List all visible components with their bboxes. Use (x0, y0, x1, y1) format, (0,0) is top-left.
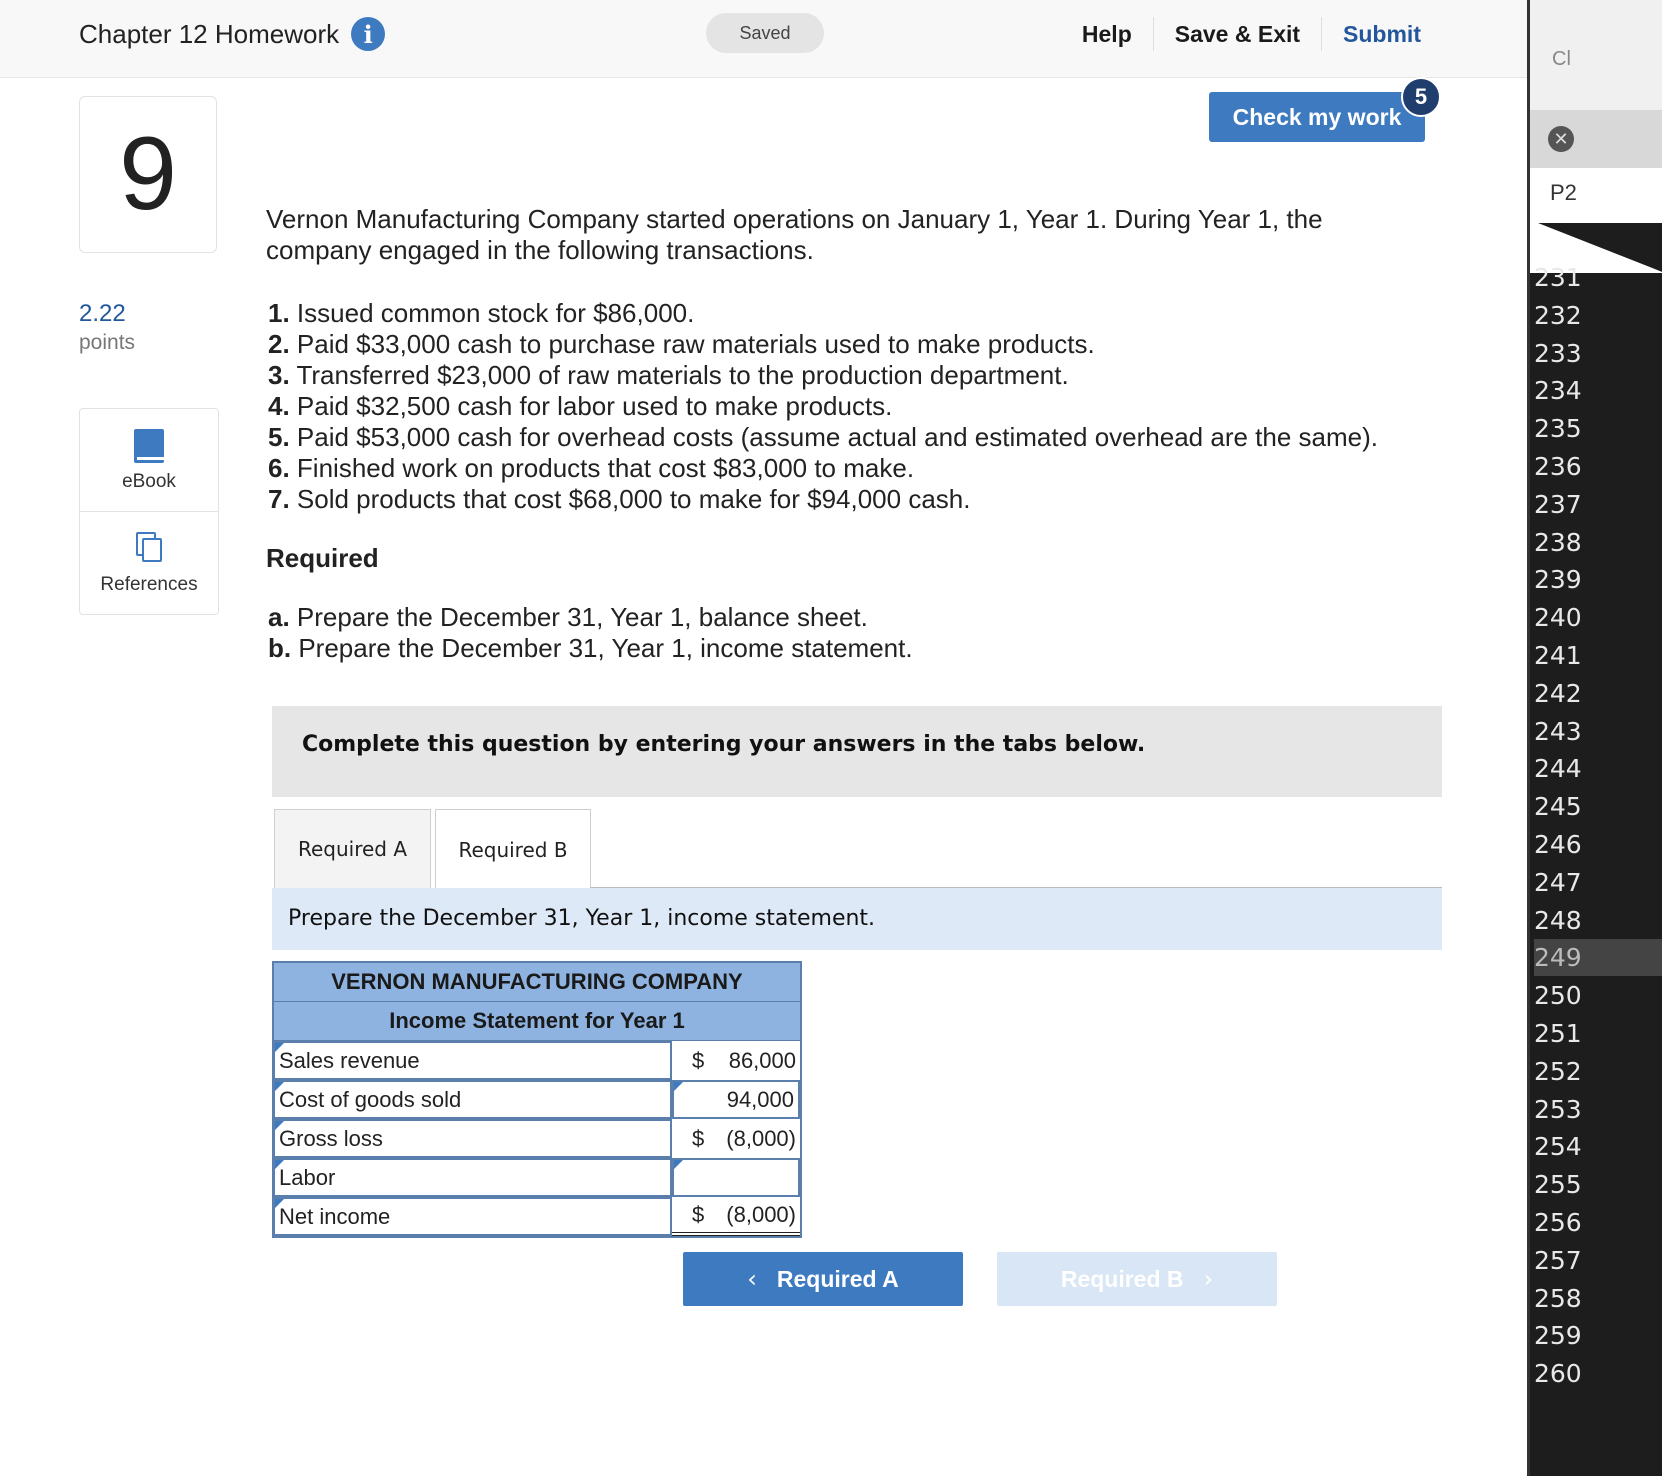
currency-symbol: $ (692, 1125, 705, 1151)
instruction-text: Complete this question by entering your answers in the tabs below. (302, 732, 1146, 757)
submit-link[interactable]: Submit (1321, 17, 1617, 51)
list-item (268, 360, 1378, 391)
line-number: 256 (1534, 1208, 1582, 1237)
line-number: 247 (1534, 867, 1582, 897)
line-number: 235 (1534, 414, 1582, 444)
check-attempts-badge: 5 (1401, 77, 1441, 117)
row-amount (672, 1119, 800, 1158)
chevron-left-icon: ‹ (747, 1265, 757, 1293)
amount-value: (8,000) (726, 1125, 796, 1151)
table-row (274, 1158, 800, 1197)
item-text: Paid $33,000 cash to purchase raw materials used to make products. (296, 329, 1095, 359)
item-text: Prepare the December 31, Year 1, balance sheet. (296, 602, 868, 632)
side-window-strip (1527, 0, 1662, 1476)
line-number: 236 (1534, 452, 1582, 481)
close-icon[interactable]: ✕ (1548, 126, 1574, 152)
line-number: 251 (1534, 1019, 1582, 1048)
currency-symbol: $ (692, 1202, 705, 1227)
line-number: 241 (1534, 641, 1582, 670)
line-number: 246 (1534, 830, 1582, 859)
top-bar (0, 0, 1617, 78)
item-text: Transferred $23,000 of raw materials to the production department. (296, 360, 1069, 390)
line-number: 242 (1534, 678, 1582, 708)
line-number: 252 (1534, 1056, 1582, 1086)
line-number: 240 (1534, 603, 1582, 633)
tools-panel (79, 408, 219, 615)
item-number: 3. (268, 360, 290, 390)
amount-value: (8,000) (726, 1202, 796, 1227)
line-number: 231 (1534, 263, 1582, 292)
line-number: 260 (1534, 1359, 1582, 1389)
tab-prompt-text: Prepare the December 31, Year 1, income statement. (288, 906, 876, 931)
currency-symbol: $ (692, 1047, 705, 1073)
points-label: points (79, 331, 136, 354)
strip-p-text: P2 (1550, 180, 1577, 205)
tab-prompt (272, 888, 1442, 950)
chevron-right-icon: › (1203, 1265, 1214, 1293)
item-number: 1. (268, 298, 290, 328)
item-text: Finished work on products that cost $83,000 to make. (296, 453, 915, 483)
row-label-select[interactable]: Gross loss (274, 1119, 672, 1158)
line-number: 243 (1534, 716, 1582, 746)
item-text: Prepare the December 31, Year 1, income statement. (298, 633, 913, 663)
table-row (274, 1080, 800, 1119)
row-amount (672, 1197, 800, 1236)
item-number: 7. (268, 484, 290, 514)
item-number: a. (268, 602, 290, 632)
item-text: Issued common stock for $86,000. (296, 298, 695, 328)
amount-value: 86,000 (728, 1047, 796, 1073)
line-number: 232 (1534, 300, 1582, 330)
instruction-banner (272, 706, 1442, 797)
list-item (268, 329, 1378, 360)
line-number: 233 (1534, 338, 1582, 368)
line-number: 249 (1534, 939, 1662, 976)
requirements-list (268, 602, 913, 664)
line-number: 244 (1534, 754, 1582, 784)
list-item (268, 453, 1378, 484)
ebook-button[interactable] (80, 409, 218, 512)
line-number: 253 (1534, 1094, 1582, 1124)
statement-company: VERNON MANUFACTURING COMPANY (274, 963, 800, 1002)
line-number: 248 (1534, 905, 1582, 935)
list-item (268, 298, 1378, 329)
transaction-list (268, 298, 1378, 515)
line-number: 259 (1534, 1321, 1582, 1351)
list-item (268, 422, 1378, 453)
tab-required-b[interactable]: Required B (435, 809, 591, 889)
strip-top-text: Cl (1552, 48, 1571, 70)
item-number: 4. (268, 391, 290, 421)
row-amount (672, 1041, 800, 1080)
row-amount-input[interactable] (672, 1080, 800, 1119)
assignment-title (79, 17, 385, 51)
row-label-select[interactable]: Cost of goods sold (274, 1080, 672, 1119)
row-amount-input[interactable] (672, 1158, 800, 1197)
copy-icon (134, 532, 164, 566)
item-number: b. (268, 633, 292, 663)
item-text: Paid $53,000 cash for overhead costs (assume actual and estimated overhead are the same). (296, 422, 1378, 452)
book-icon (134, 429, 164, 463)
required-heading: Required (266, 543, 379, 573)
item-number: 5. (268, 422, 290, 452)
info-icon[interactable]: i (351, 17, 385, 51)
previous-tab-button[interactable] (683, 1252, 963, 1306)
income-statement-table (272, 961, 802, 1238)
line-number: 234 (1534, 376, 1582, 406)
question-number: 9 (79, 96, 217, 253)
line-number: 257 (1534, 1245, 1582, 1275)
previous-tab-label: Required A (776, 1265, 899, 1292)
statement-title: Income Statement for Year 1 (274, 1002, 800, 1041)
list-item (268, 602, 913, 633)
list-item (268, 633, 913, 664)
item-number: 6. (268, 453, 290, 483)
list-item (268, 484, 1378, 515)
line-number: 239 (1534, 565, 1582, 595)
table-row (274, 1041, 800, 1080)
table-row (274, 1197, 800, 1236)
line-number: 245 (1534, 792, 1582, 822)
row-label-select[interactable]: Labor (274, 1158, 672, 1197)
line-number: 238 (1534, 527, 1582, 557)
row-label-select[interactable]: Sales revenue (274, 1041, 672, 1080)
item-number: 2. (268, 329, 290, 359)
amount-value: 94,000 (726, 1086, 794, 1112)
references-button[interactable] (80, 512, 218, 615)
line-number: 255 (1534, 1170, 1582, 1200)
row-label-select[interactable]: Net income (274, 1197, 672, 1236)
saved-status: Saved (706, 13, 824, 53)
tab-required-a[interactable]: Required A (274, 809, 431, 889)
line-number: 250 (1534, 981, 1582, 1011)
list-item (268, 391, 1378, 422)
table-row (274, 1119, 800, 1158)
save-exit-link[interactable]: Save & Exit (1153, 17, 1321, 51)
next-tab-button[interactable] (997, 1252, 1277, 1306)
line-number: 254 (1534, 1132, 1582, 1162)
check-my-work-button[interactable]: Check my work (1209, 92, 1425, 142)
strip-p (1530, 168, 1662, 223)
item-text: Paid $32,500 cash for labor used to make products. (296, 391, 893, 421)
strip-close-area (1530, 110, 1662, 168)
strip-top (1530, 0, 1662, 110)
next-tab-label: Required B (1060, 1265, 1184, 1292)
question-intro: Vernon Manufacturing Company started operations on January 1, Year 1. During Year 1, the company engaged in the following transactions. (266, 204, 1323, 265)
references-label: References (100, 574, 198, 595)
line-number: 237 (1534, 489, 1582, 519)
assignment-title-text: Chapter 12 Homework (79, 18, 340, 49)
help-link[interactable]: Help (1081, 20, 1132, 47)
ebook-label: eBook (122, 471, 176, 492)
line-number: 258 (1534, 1283, 1582, 1313)
item-text: Sold products that cost $68,000 to make for $94,000 cash. (296, 484, 971, 514)
points-value: 2.22 (79, 300, 126, 327)
